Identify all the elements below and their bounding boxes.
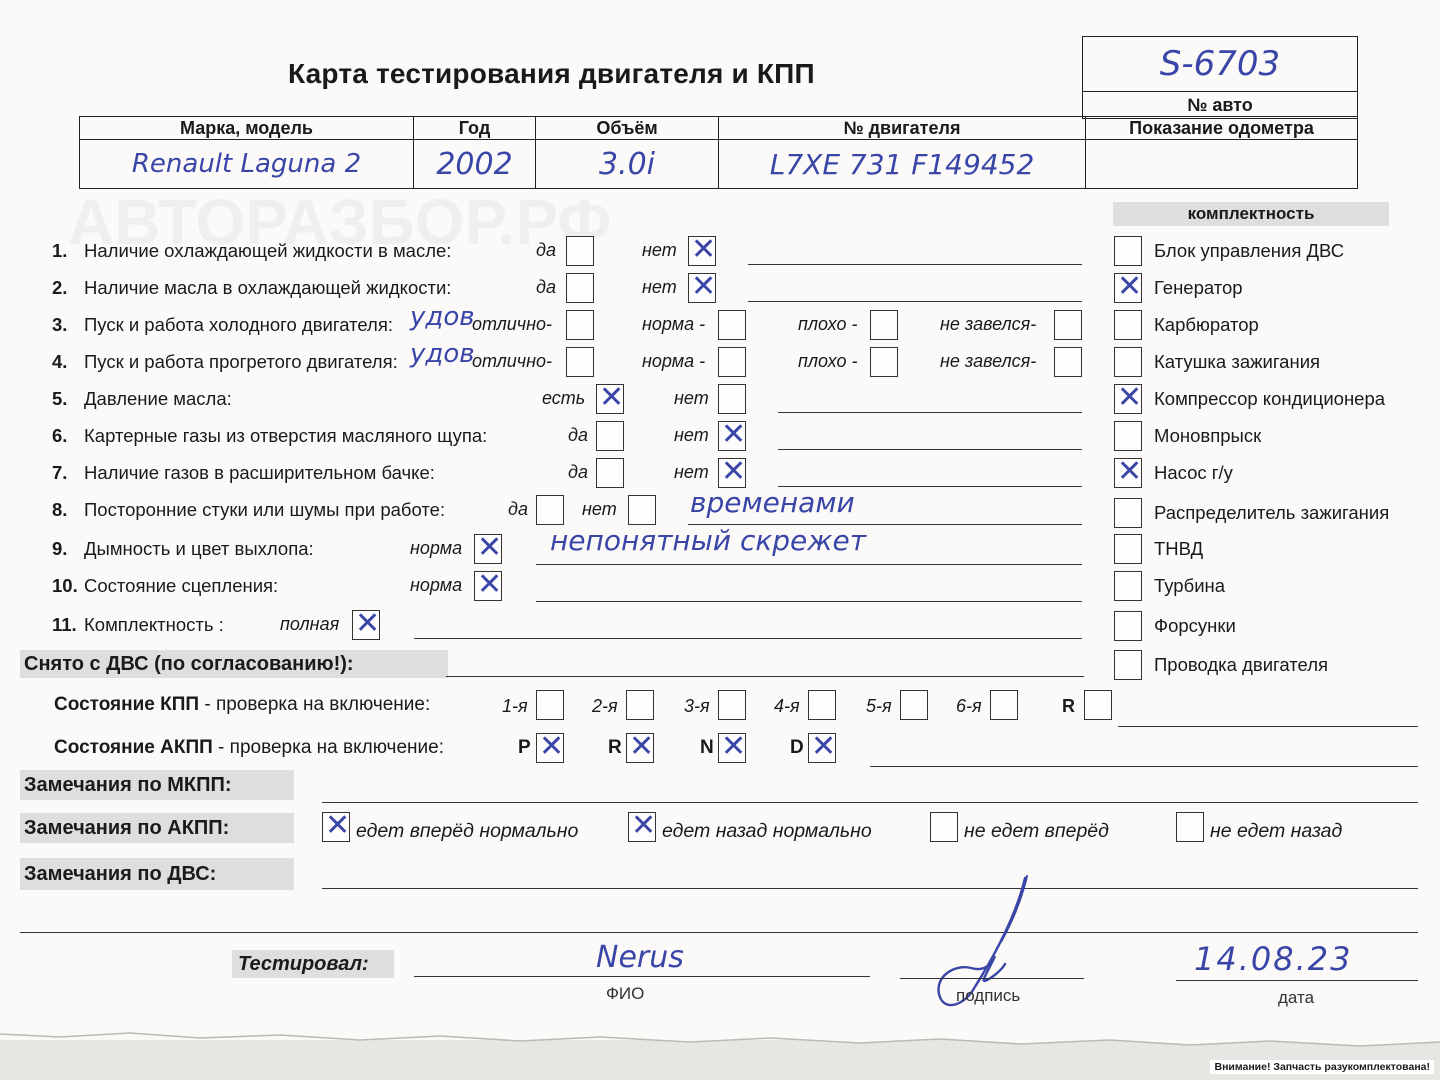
row1-line — [748, 264, 1082, 265]
check-number: 9. — [52, 538, 68, 559]
year-value: 2002 — [414, 140, 536, 189]
check-number: 6. — [52, 425, 68, 446]
kpp-gear-checkbox[interactable] — [536, 690, 564, 720]
row6-yes-checkbox[interactable] — [596, 421, 624, 451]
row7-yes-checkbox[interactable] — [596, 458, 624, 488]
kpp-gear-checkbox[interactable] — [1084, 690, 1112, 720]
check-label: Посторонние стуки или шумы при работе: — [84, 499, 446, 520]
component-label: Генератор — [1154, 277, 1243, 298]
check-number: 11. — [52, 614, 77, 635]
check-number: 1. — [52, 240, 68, 261]
remarks-dvs-label: Замечания по ДВС: — [20, 858, 294, 890]
check-number: 3. — [52, 314, 68, 335]
vehicle-header-table — [79, 116, 1358, 189]
component-label: Турбина — [1154, 575, 1226, 596]
check-mark-icon: ✕ — [1117, 269, 1143, 304]
col-year: Год — [414, 117, 536, 140]
component-label: ТНВД — [1154, 538, 1204, 559]
row5-no-label: нет — [674, 388, 709, 408]
akpp-gear-label: R — [608, 737, 622, 758]
row9-normal-label: норма — [410, 538, 463, 558]
check-label: Наличие охлаждающей жидкости в масле: — [84, 240, 452, 261]
date-line — [1176, 980, 1418, 981]
fio-line — [414, 976, 870, 977]
row5-no-checkbox[interactable] — [718, 384, 746, 414]
kpp-label-bold: Состояние КПП — [54, 694, 200, 715]
check-mark-icon: ✕ — [599, 380, 625, 415]
kpp-label — [54, 694, 430, 716]
row3-bad-label: плохо - — [798, 314, 858, 334]
row4-bad-checkbox[interactable] — [870, 347, 898, 377]
check-mark-icon: ✕ — [629, 729, 655, 764]
col-engine-no: № двигателя — [719, 117, 1086, 140]
col-volume: Объём — [536, 117, 719, 140]
component-label: Проводка двигателя — [1154, 654, 1329, 675]
row4-normal-checkbox[interactable] — [718, 347, 746, 377]
component-checkbox[interactable] — [1114, 421, 1142, 451]
car-number-value: S-6703 — [1083, 37, 1358, 92]
component-label: Катушка зажигания — [1154, 351, 1321, 372]
akpp-remark-label: едет вперёд нормально — [356, 820, 579, 842]
kpp-gear-label: R — [1062, 696, 1075, 716]
check-number: 8. — [52, 499, 68, 520]
row2-line — [748, 301, 1082, 302]
akpp-label-rest: - проверка на включение: — [212, 737, 444, 758]
row6-no-label: нет — [674, 425, 709, 445]
kpp-gear-checkbox[interactable] — [718, 690, 746, 720]
row1-yes-checkbox[interactable] — [566, 236, 594, 266]
check-mark-icon: ✕ — [325, 808, 351, 843]
check-mark-icon: ✕ — [721, 454, 747, 489]
akpp-remark-label: не едет вперёд — [964, 820, 1109, 842]
component-label: Форсунки — [1154, 615, 1236, 636]
row5-yes-label: есть — [542, 388, 586, 408]
remarks-dvs-line — [322, 888, 1418, 889]
remarks-mkpp-label: Замечания по МКПП: — [20, 770, 294, 800]
kpp-gear-label: 1-я — [502, 696, 528, 716]
row7-no-label: нет — [674, 462, 709, 482]
component-checkbox[interactable] — [1114, 236, 1142, 266]
row3-no-start-checkbox[interactable] — [1054, 310, 1082, 340]
kpp-label-rest: - проверка на включение: — [199, 694, 431, 715]
check-mark-icon: ✕ — [477, 530, 503, 565]
kpp-gear-label: 2-я — [592, 696, 618, 716]
row4-excellent-checkbox[interactable] — [566, 347, 594, 377]
akpp-gear-label: P — [518, 737, 531, 758]
row2-yes-label: да — [536, 277, 556, 297]
remarks-mkpp-line — [322, 802, 1418, 803]
row3-no-start-label: не завелся- — [940, 314, 1037, 334]
component-label: Карбюратор — [1154, 314, 1259, 335]
check-mark-icon: ✕ — [631, 808, 657, 843]
akpp-remark-label: едет назад нормально — [662, 820, 872, 842]
kpp-gear-label: 3-я — [684, 696, 710, 716]
check-label: Наличие газов в расширительном бачке: — [84, 462, 435, 483]
row5-line — [778, 412, 1082, 413]
check-label: Давление масла: — [84, 388, 232, 409]
engine-no-value: L7XE 731 F149452 — [719, 140, 1086, 189]
check-mark-icon: ✕ — [691, 269, 717, 304]
check-label: Пуск и работа холодного двигателя: — [84, 314, 393, 335]
row4-excellent-label: отлично- — [472, 351, 552, 371]
check-label: Дымность и цвет выхлопа: — [84, 538, 314, 559]
check-mark-icon: ✕ — [721, 729, 747, 764]
kpp-gear-checkbox[interactable] — [626, 690, 654, 720]
row10-normal-label: норма — [410, 575, 463, 595]
date-value: 14.08.23 — [1194, 940, 1353, 978]
component-label: Моновпрыск — [1154, 425, 1262, 446]
row4-no-start-label: не завелся- — [940, 351, 1037, 371]
check-number: 10. — [52, 575, 78, 596]
row2-yes-checkbox[interactable] — [566, 273, 594, 303]
check-label: Наличие масла в охлаждающей жидкости: — [84, 277, 452, 298]
row3-bad-checkbox[interactable] — [870, 310, 898, 340]
component-checkbox[interactable] — [1114, 650, 1142, 680]
row3-excellent-checkbox[interactable] — [566, 310, 594, 340]
page-title: Карта тестирования двигателя и КПП — [288, 58, 815, 89]
row8-no-label: нет — [582, 499, 617, 519]
removed-label: Снято с ДВС (по согласованию!): — [20, 650, 448, 678]
kpp-gear-label: 5-я — [866, 696, 892, 716]
check-mark-icon: ✕ — [355, 606, 381, 641]
component-checkbox[interactable] — [1114, 571, 1142, 601]
akpp-remark-checkbox[interactable] — [930, 812, 958, 842]
check-number: 2. — [52, 277, 68, 298]
col-odometer: Показание одометра — [1086, 117, 1358, 140]
row7-yes-label: да — [568, 462, 588, 482]
component-label: Распределитель зажигания — [1154, 502, 1390, 523]
akpp-remark-label: не едет назад — [1210, 820, 1343, 842]
check-number: 7. — [52, 462, 68, 483]
torn-edge — [0, 1028, 1440, 1052]
kpp-line — [1118, 726, 1418, 727]
check-number: 4. — [52, 351, 68, 372]
sign-line — [900, 978, 1084, 979]
row8-handwritten: временами — [690, 486, 855, 519]
row8-yes-checkbox[interactable] — [536, 495, 564, 525]
row9-handwritten: непонятный скрежет — [550, 524, 867, 557]
check-label: Пуск и работа прогретого двигателя: — [84, 351, 398, 372]
akpp-gear-label: D — [790, 737, 804, 758]
kpp-gear-label: 6-я — [956, 696, 982, 716]
row4-handwritten: удов — [410, 339, 475, 369]
row6-yes-label: да — [568, 425, 588, 445]
check-label: Картерные газы из отверстия масляного щупа: — [84, 425, 488, 446]
make-model-value: Renault Laguna 2 — [80, 140, 414, 189]
row6-line — [778, 449, 1082, 450]
complect-header: комплектность — [1113, 202, 1389, 226]
check-mark-icon: ✕ — [477, 567, 503, 602]
row11-line — [414, 638, 1082, 639]
component-checkbox[interactable] — [1114, 498, 1142, 528]
row3-handwritten: удов — [410, 302, 475, 332]
component-label: Насос г/у — [1154, 462, 1233, 483]
akpp-label-bold: Состояние АКПП — [54, 737, 213, 758]
component-checkbox[interactable] — [1114, 347, 1142, 377]
kpp-gear-checkbox[interactable] — [990, 690, 1018, 720]
date-label: дата — [1278, 988, 1315, 1007]
check-mark-icon: ✕ — [1117, 454, 1143, 489]
check-mark-icon: ✕ — [539, 729, 565, 764]
kpp-gear-label: 4-я — [774, 696, 800, 716]
row11-full-label: полная — [280, 614, 340, 634]
fio-value: Nerus — [596, 940, 684, 975]
row2-no-label: нет — [642, 277, 677, 297]
row8-yes-label: да — [508, 499, 528, 519]
row8-no-checkbox[interactable] — [628, 495, 656, 525]
car-number-box — [1082, 36, 1358, 119]
kpp-gear-checkbox[interactable] — [808, 690, 836, 720]
check-mark-icon: ✕ — [721, 417, 747, 452]
col-make-model: Марка, модель — [80, 117, 414, 140]
check-mark-icon: ✕ — [1117, 380, 1143, 415]
car-number-label: № авто — [1083, 92, 1358, 119]
row1-no-label: нет — [642, 240, 677, 260]
row3-normal-checkbox[interactable] — [718, 310, 746, 340]
akpp-gear-label: N — [700, 737, 714, 758]
akpp-label — [54, 737, 444, 759]
fio-label: ФИО — [606, 984, 645, 1003]
sign-label: подпись — [956, 986, 1021, 1005]
row4-no-start-checkbox[interactable] — [1054, 347, 1082, 377]
row3-normal-label: норма - — [642, 314, 706, 334]
check-label: Комплектность : — [84, 614, 224, 635]
kpp-gear-checkbox[interactable] — [900, 690, 928, 720]
row1-yes-label: да — [536, 240, 556, 260]
row4-bad-label: плохо - — [798, 351, 858, 371]
component-checkbox[interactable] — [1114, 310, 1142, 340]
check-mark-icon: ✕ — [691, 232, 717, 267]
check-label: Состояние сцепления: — [84, 575, 279, 596]
remarks-akpp-label: Замечания по АКПП: — [20, 813, 294, 843]
remarks-extra-line — [20, 932, 1418, 933]
row3-excellent-label: отлично- — [472, 314, 552, 334]
removed-line — [446, 676, 1084, 677]
check-number: 5. — [52, 388, 68, 409]
check-mark-icon: ✕ — [811, 729, 837, 764]
component-checkbox[interactable] — [1114, 611, 1142, 641]
row10-line — [536, 601, 1082, 602]
akpp-remark-checkbox[interactable] — [1176, 812, 1204, 842]
akpp-line — [870, 766, 1418, 767]
component-label: Компрессор кондиционера — [1154, 388, 1386, 409]
component-label: Блок управления ДВС — [1154, 240, 1345, 261]
odometer-value — [1086, 140, 1358, 189]
row9-line — [536, 564, 1082, 565]
notice-banner: Внимание! Запчасть разукомплектована! — [1210, 1060, 1434, 1074]
component-checkbox[interactable] — [1114, 534, 1142, 564]
volume-value: 3.0i — [536, 140, 719, 189]
tested-by-label: Тестировал: — [232, 950, 394, 978]
row4-normal-label: норма - — [642, 351, 706, 371]
